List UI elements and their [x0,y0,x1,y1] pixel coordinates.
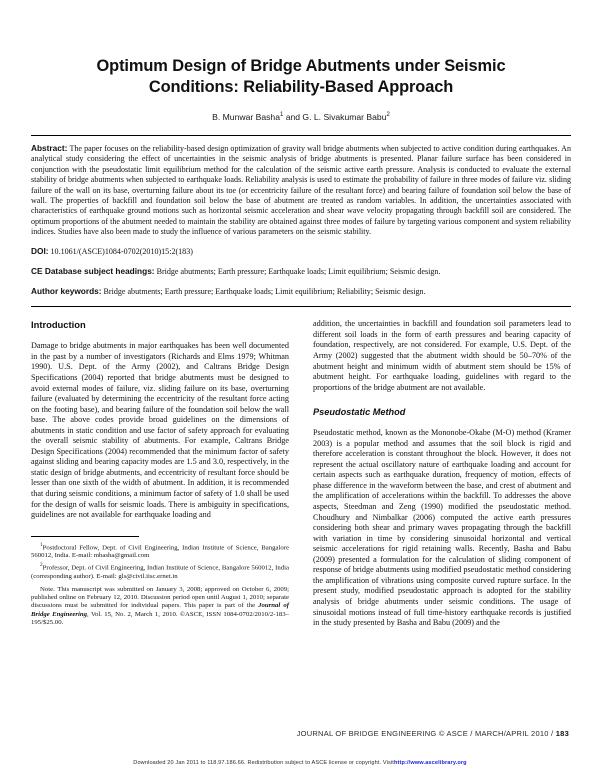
abstract-top-divider [31,135,571,136]
author-keywords-line [31,286,571,297]
ce-database-line [31,266,571,277]
abstract-text: The paper focuses on the reliability-based design optimization of gravity wall bridge abutments when subjected to active condition during earthquakes. An analytical study considering the effect of uncertainties in the seismic analysis of bridge abutments is presented. Planar failure surface has been considered in conjunction with the pseudostatic limit equilibrium method for the calculation of the seismic active earth pressure. Analysis is conducted to evaluate the external stability of bridge abutments when subjected to earthquake loads. Reliability analysis is used to estimate the probability of failure in three modes of failure viz. sliding failure of the wall on its base, overturning failure about its toe (or eccentricity failure of the resultant force) and bearing failure of foundation soil below the base of wall. The properties of backfill and foundation soil below the base of abutment are treated as random variables. In addition, the uncertainties associated with characteristics of earthquake ground motions such as horizontal seismic acceleration and shear wave velocity propagating through backfill soil are considered. The optimum proportions of the abutment needed to maintain the stability are obtained against three modes of failure by targeting various component and system reliability indices. Studies have also been made to study the influence of various parameters on the seismic stability. [31,144,571,237]
pseudostatic-paragraph: Pseudostatic method, known as the Mononobe-Okabe (M-O) method (Kramer 2003) is a popular method and assumes that the soil block is rigid and therefore acceleration is constant throughout the block. However, it does not represent the actual oscillatory nature of earthquake loading and account for certain aspects such as earthquake duration, frequency of motion, effects of phase difference in the waveform between the base, and crest of abutment and the amplification of accelerations within the backfill. To addresses the above aspects, Steedman and Zeng (1990) modified the pseudostatic method. Choudhury and Nimbalkar (2006) computed the active earth pressures considering both shear and primary waves propagating through the backfill with variation in time by considering sinusoidal horizontal and vertical seismic accelerations for rigid retaining walls. Recently, Basha and Babu (2009) presented a formulation for the calculation of sliding component of response of bridge abutments using modified pseudostatic method considering the amplification of vibrations using composite curved rupture surface. In the present study, modified pseudostatic approach is adopted for the stability analysis of bridge abutments under seismic conditions. The usage of sinusoidal motions instead of full time-history earthquake records is justified in the study presented by Basha and Babu (2009) and the [313,428,571,628]
doi-label: DOI: [31,246,49,257]
page-content [31,56,571,634]
footnote-divider [31,536,139,537]
doi-line [31,246,571,257]
ascelibrary-link[interactable]: http://www.ascelibrary.org [393,760,467,766]
introduction-continuation-paragraph: addition, the uncertainties in backfill and foundation soil parameters lead to different soil loads in the form of earth pressures and bearing capacity of foundation, respectively, are not considered. For example, U.S. Dept. of the Army (2002) suggested that the abutment width should be 50–70% of the abutment height and minimum width of abutment stem should be 15% of abutment height. For earthquake loading, guidelines with regard to the proportions of the bridge abutment are not available. [313,319,571,392]
publication-note-lead: Note. This manuscript was submitted on January 3, 2008; approved on October 6, 2009; published online on February 12, 2010. Discussion period open until August 1, 2010; separate discussions must be submitted for individual papers. This paper is part of the [31,585,289,610]
author-conjunction: and G. L. Sivakumar Babu [283,112,387,122]
author-two-footnote-marker: 2 [386,112,390,119]
publication-note-journal: Journal of Bridge Engineering [31,602,289,618]
ce-database-label: CE Database subject headings: [31,266,155,277]
publication-note-tail: , Vol. 15, No. 2, March 1, 2010. ©ASCE, ISSN 1084-0702/2010/2-183–195/$25.00. [31,610,289,626]
publication-note [31,586,289,628]
footnote-1-marker: 1 [40,541,43,548]
footer-page-number: 183 [555,729,569,738]
page-footer [31,729,569,738]
download-bar-text: Downloaded 20 Jan 2011 to 118.97.186.66. Redistribution subject to ASCE license or copyright. Visit [133,760,394,766]
footnote-1-text: Postdoctoral Fellow, Dept. of Civil Engineering, Indian Institute of Science, Bangalore 560012, India. E-mail: mbasha@gmail.com [31,543,289,560]
author-keywords-label: Author keywords: [31,285,102,296]
column-left [31,319,289,634]
abstract-label: Abstract: [31,143,68,153]
ce-database-value: Bridge abutments; Earth pressure; Earthquake loads; Limit equilibrium; Seismic design. [154,267,441,277]
section-heading-introduction: Introduction [31,319,86,331]
author-line [31,112,571,122]
footnote-1 [31,541,289,561]
section-spacer [313,393,571,407]
author-one-footnote-marker: 1 [279,112,284,119]
download-copyright-bar [0,760,600,766]
footnote-2 [31,561,289,581]
author-one: B. Munwar Basha [212,112,280,122]
footnotes [31,536,289,628]
footer-journal-text: JOURNAL OF BRIDGE ENGINEERING © ASCE / MARCH/APRIL 2010 / [296,729,556,738]
doi-value: 10.1061/(ASCE)1084-0702(2010)15:2(183) [48,247,193,257]
footnote-2-text: Professor, Dept. of Civil Engineering, Indian Institute of Science, Bangalore 560012, India (corresponding author). E-mail: gls@civil.iisc.ernet.in [31,564,289,580]
footnote-2-marker: 2 [40,562,43,569]
section-heading-pseudostatic-method: Pseudostatic Method [313,407,406,418]
column-right [313,319,571,628]
abstract [31,143,571,238]
abstract-bottom-divider [31,306,571,307]
introduction-paragraph: Damage to bridge abutments in major earthquakes has been well documented in the past by a number of investigators (Richards and Elms 1979; Whitman 1990). U.S. Dept. of the Army (2002), and Caltrans Bridge Design Specifications (2004) reported that bridge abutments must be designed to avoid external modes of failure, viz. sliding failure on its base, overturning failure (evaluated by determining the eccentricity of the resultant force acting on the footing base), and bearing failure of the foundation soil below the wall base. The above codes provide broad guidelines on the dimensions of abutments in static condition and use factor of safety approach for evaluating the overall seismic stability of abutments. For example, Caltrans Bridge Design Specifications (2004) recommended that the minimum factor of safety against sliding and bearing capacity modes are 1.5 and 3.0, respectively, in the static design of bridge abutments, and eccentricity of resultant force should be lesser than one sixth of the width of abutment. In addition, it is recommended that during seismic conditions, a minimum factor of safety of 1.0 shall be used for the design of walls for seismic loads. There is ambiguity in specifications, guidelines are not available for earthquake loading and [31,341,289,520]
author-keywords-value: Bridge abutments; Earth pressure; Earthquake loads; Limit equilibrium; Reliability; Seismic design. [101,286,426,296]
page-title: Optimum Design of Bridge Abutments under Seismic Conditions: Reliability-Based Approach [96,57,506,96]
body-columns [31,319,571,634]
